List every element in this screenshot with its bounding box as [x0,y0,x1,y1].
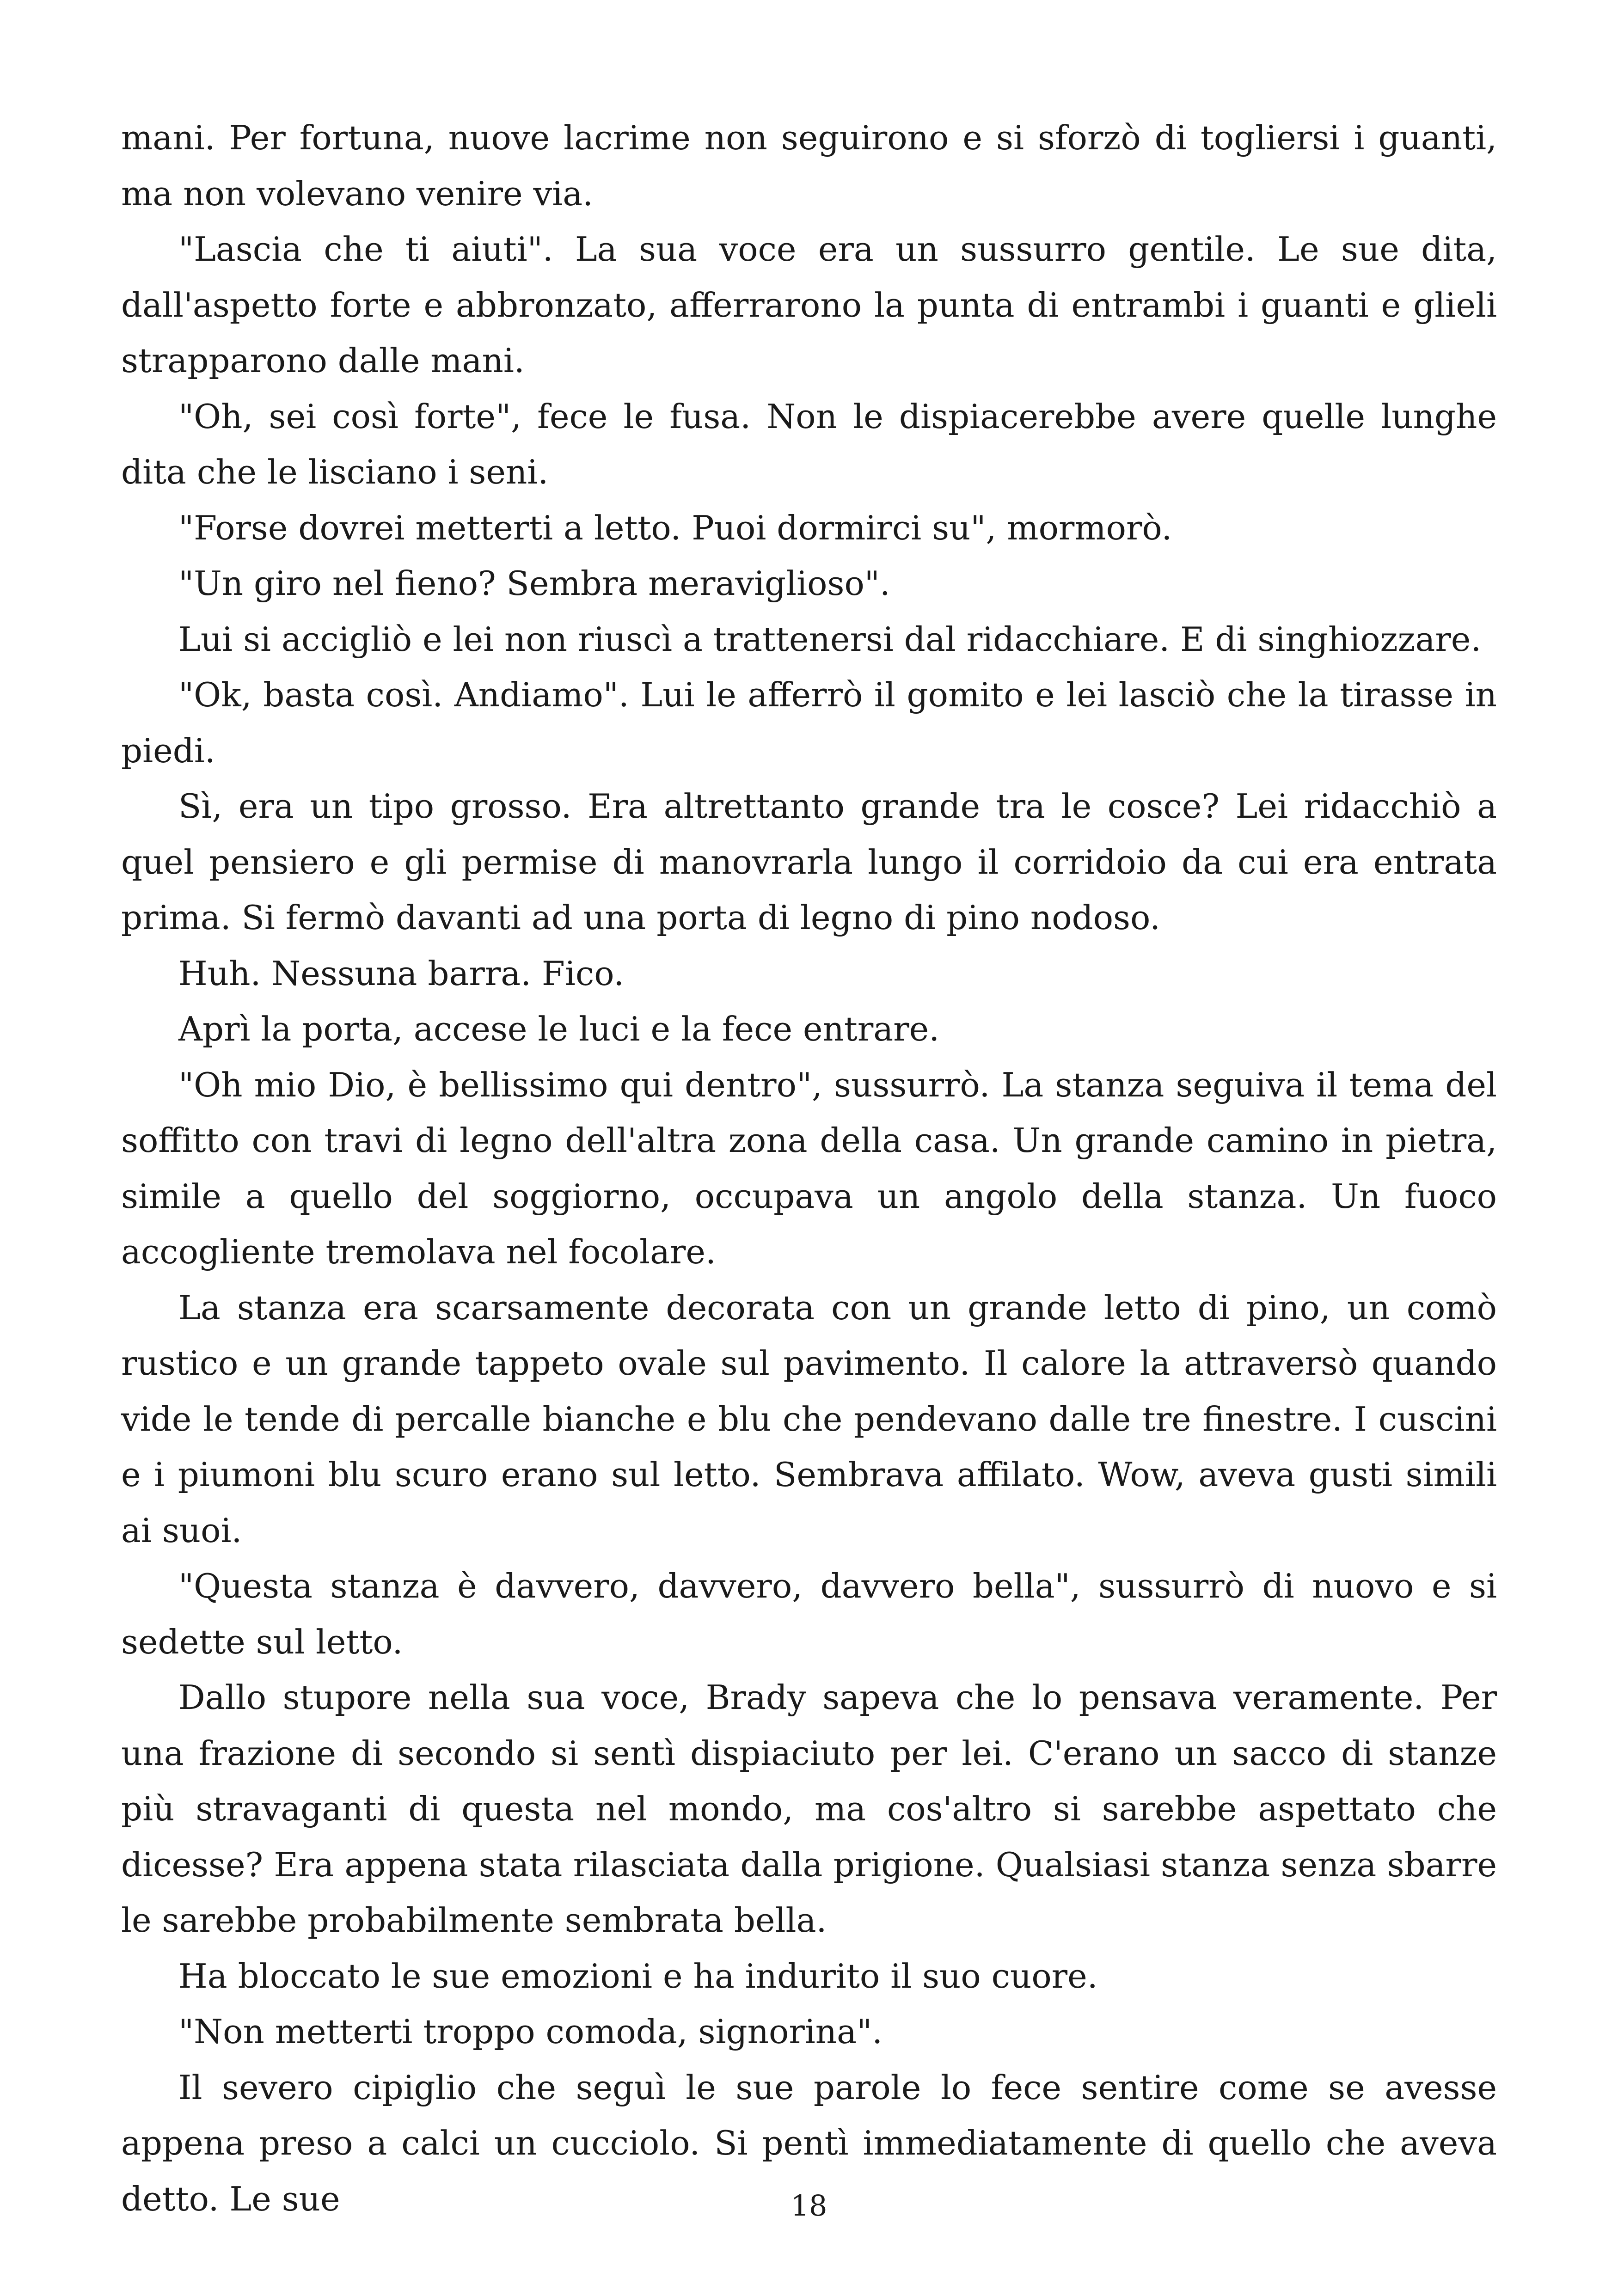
paragraph: "Oh mio Dio, è bellissimo qui dentro", sussurrò. La stanza seguiva il tema del soffitto con travi di legno dell'altra zona della casa. Un grande camino in pietra, simile a quello del soggiorno, occupava un angolo della stanza. Un fuoco accogliente tremolava nel focolare. [121,1065,1497,1271]
paragraph: Ha bloccato le sue emozioni e ha indurito il suo cuore. [178,1956,1098,1996]
paragraph: "Forse dovrei metterti a letto. Puoi dormirci su", mormorò. [178,508,1172,547]
paragraph: Sì, era un tipo grosso. Era altrettanto grande tra le cosce? Lei ridacchiò a quel pensiero e gli permise di manovrarla lungo il corridoio da cui era entrata prima. Si fermò davanti ad una porta di legno di pino nodoso. [121,787,1497,937]
paragraph: Dallo stupore nella sua voce, Brady sapeva che lo pensava veramente. Per una frazione di secondo si sentì dispiaciuto per lei. C'erano un sacco di stanze più stravaganti di questa nel mondo, ma cos'altro si sarebbe aspettato che dicesse? Era appena stata rilasciata dalla prigione. Qualsiasi stanza senza sbarre le sarebbe probabilmente sembrata bella. [121,1678,1497,1940]
paragraph: Huh. Nessuna barra. Fico. [178,954,625,993]
paragraph: "Questa stanza è davvero, davvero, davvero bella", sussurrò di nuovo e si sedette sul letto. [121,1567,1497,1661]
paragraph: Il severo cipiglio che seguì le sue parole lo fece sentire come se avesse appena preso a calci un cucciolo. Si pentì immediatamente di quello che aveva detto. Le sue [121,2068,1497,2218]
paragraph: "Oh, sei così forte", fece le fusa. Non le dispiacerebbe avere quelle lunghe dita che le lisciano i seni. [121,397,1497,491]
paragraph: "Ok, basta così. Andiamo". Lui le afferrò il gomito e lei lasciò che la tirasse in piedi. [121,675,1497,770]
body-text [121,110,1497,2227]
paragraph: "Non metterti troppo comoda, signorina". [178,2012,883,2051]
page-number: 18 [791,2189,827,2223]
paragraph: mani. Per fortuna, nuove lacrime non seguirono e si sforzò di togliersi i guanti, ma non volevano venire via. [121,118,1497,213]
paragraph: "Un giro nel fieno? Sembra meraviglioso". [178,564,890,603]
paragraph: "Lascia che ti aiuti". La sua voce era un sussurro gentile. Le sue dita, dall'aspetto forte e abbronzato, afferrarono la punta di entrambi i guanti e glieli strapparono dalle mani. [121,230,1497,380]
paragraph: Lui si accigliò e lei non riuscì a trattenersi dal ridacchiare. E di singhiozzare. [178,619,1482,659]
paragraph: La stanza era scarsamente decorata con un grande letto di pino, un comò rustico e un grande tappeto ovale sul pavimento. Il calore la attraversò quando vide le tende di percalle bianche e blu che pendevano dalle tre finestre. I cuscini e i piumoni blu scuro erano sul letto. Sembrava affilato. Wow, aveva gusti simili ai suoi. [121,1288,1497,1550]
paragraph: Aprì la porta, accese le luci e la fece entrare. [178,1010,940,1048]
